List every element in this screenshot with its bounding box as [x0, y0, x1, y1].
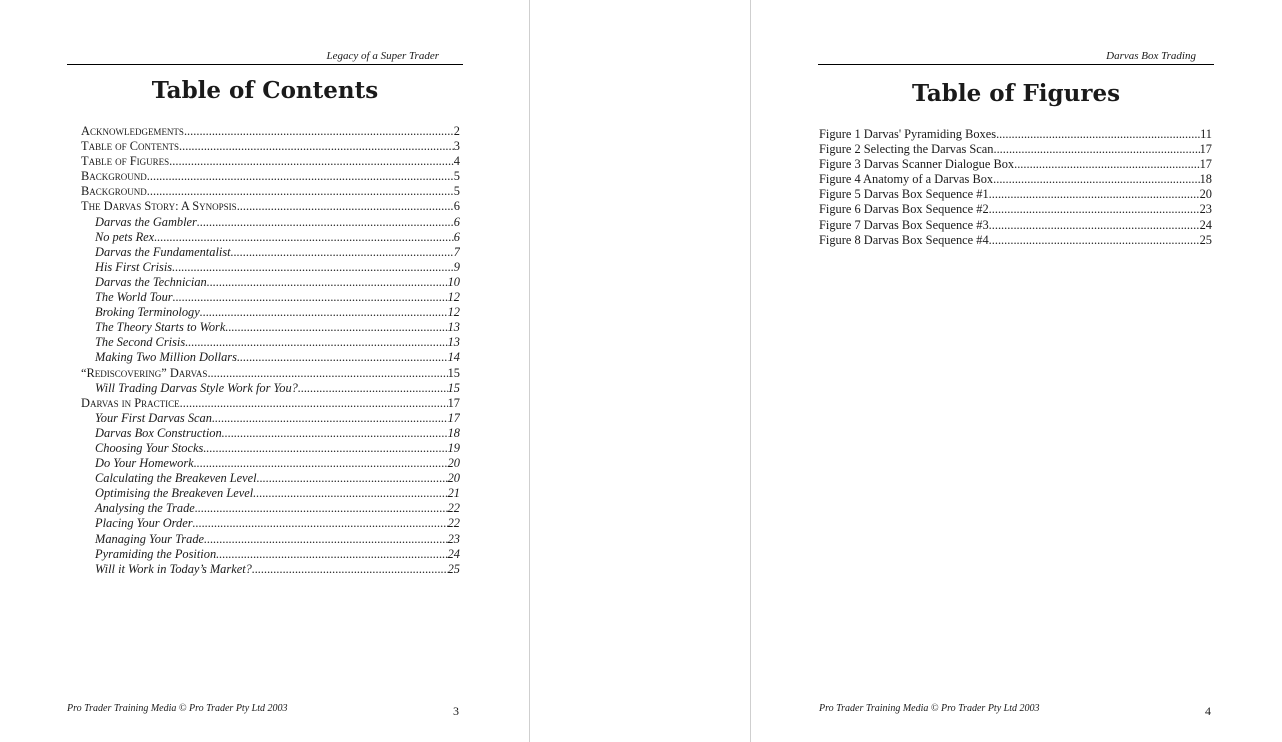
toc-entry[interactable]: [81, 305, 460, 320]
entry-title: Figure 6 Darvas Box Sequence #2: [819, 202, 989, 217]
running-head: Legacy of a Super Trader: [67, 50, 463, 65]
page-left: [0, 0, 529, 742]
entry-title: Darvas in Practice: [81, 395, 180, 410]
entry-page-number: 23: [1199, 202, 1212, 217]
entry-page-number: 9: [453, 259, 460, 274]
dot-leader: [169, 154, 454, 169]
dot-leader: [237, 199, 454, 214]
toc-entry[interactable]: [81, 396, 460, 411]
figure-entry[interactable]: [819, 218, 1212, 233]
entry-title: Table of Contents: [81, 139, 180, 154]
entry-page-number: 18: [1199, 172, 1212, 187]
dot-leader: [154, 230, 454, 245]
entry-page-number: 15: [447, 380, 460, 395]
toc-entry[interactable]: [81, 139, 460, 154]
entry-title: Do Your Homework: [95, 456, 194, 471]
toc-entry[interactable]: [81, 184, 460, 199]
toc-entry[interactable]: [81, 215, 460, 230]
entry-title: The World Tour: [95, 290, 173, 305]
entry-title: Background: [81, 184, 147, 199]
toc-entry[interactable]: [81, 275, 460, 290]
entry-title: Your First Darvas Scan: [95, 410, 212, 425]
dot-leader: [993, 172, 1199, 187]
toc-entry[interactable]: [81, 124, 460, 139]
dot-leader: [207, 275, 448, 290]
entry-title: Figure 4 Anatomy of a Darvas Box: [819, 172, 994, 187]
dot-leader: [222, 426, 448, 441]
figure-entry[interactable]: [819, 172, 1212, 187]
dot-leader: [204, 532, 448, 547]
entry-page-number: 20: [447, 456, 460, 471]
entry-page-number: 11: [1200, 127, 1212, 141]
entry-title: Acknowledgements: [81, 124, 184, 138]
dot-leader: [212, 411, 448, 426]
toc-entry[interactable]: [81, 350, 460, 365]
entry-page-number: 14: [447, 350, 460, 365]
dot-leader: [147, 184, 454, 199]
entry-title: Figure 5 Darvas Box Sequence #1: [819, 187, 989, 202]
entry-title: Will it Work in Today’s Market?: [95, 561, 252, 576]
entry-title: Figure 8 Darvas Box Sequence #4: [819, 232, 989, 247]
entry-title: Darvas the Gambler: [95, 214, 197, 229]
footer-text: Pro Trader Training Media © Pro Trader Pty Ltd 2003: [67, 703, 288, 714]
entry-title: His First Crisis: [95, 259, 173, 274]
dot-leader: [225, 320, 447, 335]
dot-leader: [185, 335, 447, 350]
figure-entry[interactable]: [819, 187, 1212, 202]
dot-leader: [993, 142, 1199, 157]
dot-leader: [996, 127, 1200, 142]
toc-entry[interactable]: [81, 426, 460, 441]
entry-page-number: 5: [453, 184, 460, 199]
dot-leader: [197, 215, 454, 230]
toc-entry[interactable]: [81, 562, 460, 577]
dot-leader: [193, 516, 448, 531]
page-number: 3: [453, 704, 459, 718]
entry-title: Managing Your Trade: [95, 531, 205, 546]
dot-leader: [173, 290, 448, 305]
toc-entry[interactable]: [81, 471, 460, 486]
dot-leader: [179, 139, 454, 154]
toc-entry[interactable]: [81, 260, 460, 275]
page-title: Table of Figures: [911, 80, 1121, 107]
dot-leader: [194, 456, 448, 471]
dot-leader: [180, 396, 448, 411]
entry-page-number: 6: [453, 229, 460, 244]
figure-entry[interactable]: [819, 202, 1212, 217]
entry-title: Background: [81, 169, 147, 184]
toc-entry[interactable]: [81, 154, 460, 169]
entry-title: “Rediscovering” Darvas: [81, 365, 208, 380]
entry-page-number: 7: [453, 244, 460, 259]
entry-page-number: 12: [447, 290, 460, 305]
toc-entry[interactable]: [81, 290, 460, 305]
entry-page-number: 4: [453, 154, 460, 169]
dot-leader: [195, 501, 448, 516]
figure-entry[interactable]: [819, 157, 1212, 172]
dot-leader: [252, 562, 448, 577]
entry-page-number: 13: [447, 335, 460, 350]
entry-title: Figure 2 Selecting the Darvas Scan: [819, 142, 994, 157]
toc-entry[interactable]: [81, 230, 460, 245]
figure-entry[interactable]: [819, 127, 1212, 142]
dot-leader: [1014, 157, 1200, 172]
entry-title: Choosing Your Stocks: [95, 440, 204, 455]
dot-leader: [200, 305, 448, 320]
toc-entry[interactable]: [81, 169, 460, 184]
entry-page-number: 2: [453, 124, 460, 138]
toc-entry[interactable]: [81, 199, 460, 214]
entry-title: Figure 1 Darvas' Pyramiding Boxes: [819, 127, 997, 141]
entry-page-number: 13: [447, 320, 460, 335]
entry-page-number: 21: [447, 486, 460, 501]
entry-page-number: 22: [447, 501, 460, 516]
toc-entry[interactable]: [81, 456, 460, 471]
toc-entry[interactable]: [81, 516, 460, 531]
entry-title: Making Two Million Dollars: [95, 350, 237, 365]
figure-entry[interactable]: [819, 142, 1212, 157]
entry-page-number: 17: [447, 395, 460, 410]
entry-title: Darvas Box Construction: [95, 425, 222, 440]
entry-page-number: 22: [447, 516, 460, 531]
entry-title: Placing Your Order: [95, 516, 193, 531]
toc-entry[interactable]: [81, 486, 460, 501]
entry-title: Figure 7 Darvas Box Sequence #3: [819, 217, 989, 232]
entry-title: Optimising the Breakeven Level: [95, 486, 254, 501]
dot-leader: [989, 187, 1200, 202]
entry-page-number: 19: [447, 440, 460, 455]
toc-entry[interactable]: [81, 245, 460, 260]
dot-leader: [147, 169, 454, 184]
entry-page-number: 24: [1199, 217, 1212, 232]
entry-title: The Theory Starts to Work: [95, 320, 226, 335]
dot-leader: [253, 486, 447, 501]
entry-page-number: 6: [453, 199, 460, 214]
toc-entry[interactable]: [81, 366, 460, 381]
entry-page-number: 12: [447, 305, 460, 320]
entry-title: Table of Figures: [81, 154, 170, 169]
entry-page-number: 23: [447, 531, 460, 546]
entry-title: The Darvas Story: A Synopsis: [81, 199, 237, 214]
dot-leader: [989, 218, 1200, 233]
toc-entry[interactable]: [81, 532, 460, 547]
entry-page-number: 20: [447, 471, 460, 486]
dot-leader: [172, 260, 454, 275]
running-head: Darvas Box Trading: [818, 50, 1214, 65]
entry-title: No pets Rex: [95, 229, 155, 244]
figures-list: [819, 127, 1212, 248]
entry-page-number: 20: [1199, 187, 1212, 202]
entry-title: Darvas the Technician: [95, 274, 207, 289]
entry-title: Will Trading Darvas Style Work for You?: [95, 380, 298, 395]
dot-leader: [203, 441, 447, 456]
toc-entry[interactable]: [81, 335, 460, 350]
entry-page-number: 10: [447, 274, 460, 289]
figure-entry[interactable]: [819, 233, 1212, 248]
entry-page-number: 25: [447, 561, 460, 576]
entry-page-number: 3: [453, 139, 460, 154]
dot-leader: [237, 350, 448, 365]
page-gutter: [529, 0, 751, 742]
dot-leader: [184, 124, 454, 139]
dot-leader: [216, 547, 447, 562]
toc-list: [81, 124, 460, 577]
entry-page-number: 6: [453, 214, 460, 229]
entry-page-number: 17: [1199, 157, 1212, 172]
page-number: 4: [1205, 704, 1211, 718]
dot-leader: [298, 381, 448, 396]
toc-entry[interactable]: [81, 501, 460, 516]
entry-title: Calculating the Breakeven Level: [95, 471, 257, 486]
entry-title: The Second Crisis: [95, 335, 186, 350]
entry-title: Figure 3 Darvas Scanner Dialogue Box: [819, 157, 1015, 172]
toc-entry[interactable]: [81, 547, 460, 562]
page-right: [751, 0, 1282, 742]
entry-title: Analysing the Trade: [95, 501, 195, 516]
footer-text: Pro Trader Training Media © Pro Trader Pty Ltd 2003: [819, 703, 1040, 714]
toc-entry[interactable]: [81, 411, 460, 426]
entry-page-number: 5: [453, 169, 460, 184]
dot-leader: [989, 233, 1200, 248]
toc-entry[interactable]: [81, 381, 460, 396]
dot-leader: [207, 366, 447, 381]
entry-page-number: 15: [447, 365, 460, 380]
entry-page-number: 24: [447, 546, 460, 561]
toc-entry[interactable]: [81, 441, 460, 456]
page-title: Table of Contents: [151, 77, 379, 104]
entry-page-number: 17: [1199, 142, 1212, 157]
entry-page-number: 18: [447, 425, 460, 440]
entry-title: Darvas the Fundamentalist: [95, 244, 231, 259]
dot-leader: [257, 471, 448, 486]
entry-title: Broking Terminology: [95, 305, 200, 320]
toc-entry[interactable]: [81, 320, 460, 335]
entry-page-number: 17: [447, 410, 460, 425]
entry-title: Pyramiding the Position: [95, 546, 217, 561]
dot-leader: [231, 245, 454, 260]
dot-leader: [989, 202, 1200, 217]
entry-page-number: 25: [1199, 232, 1212, 247]
